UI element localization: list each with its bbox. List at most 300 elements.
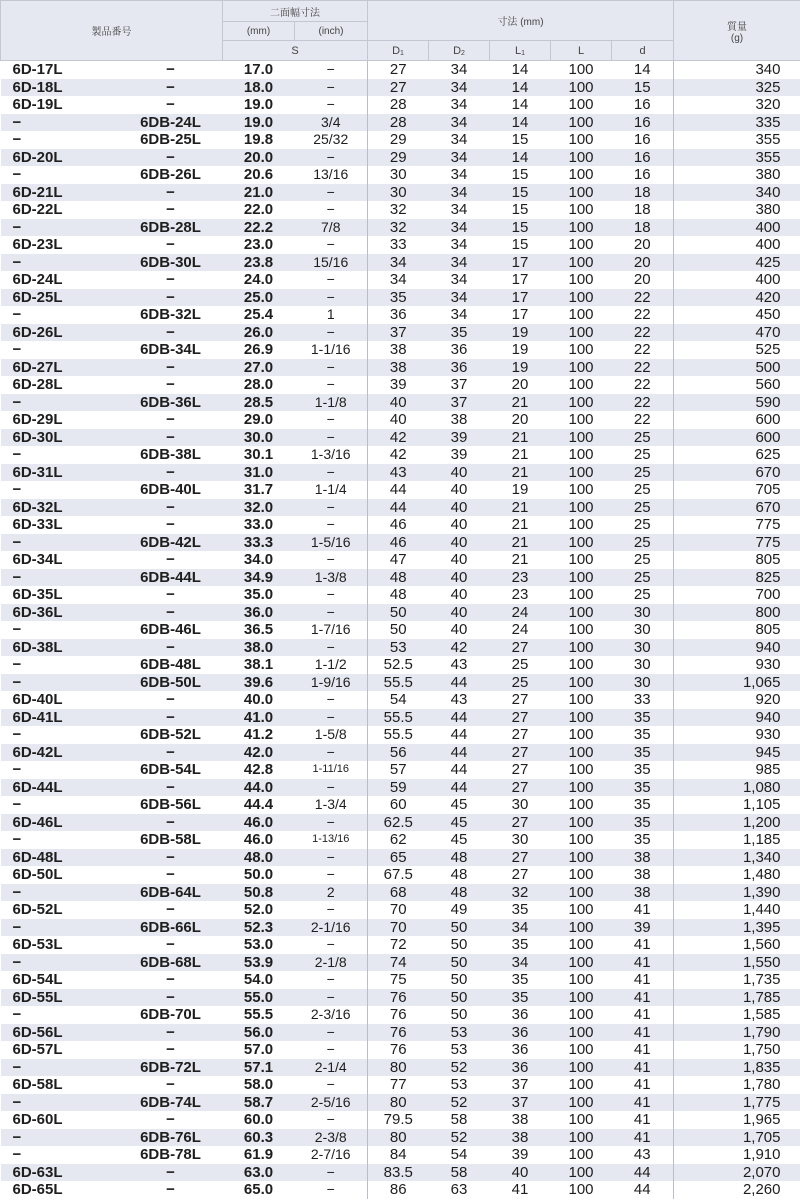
d2-value: 37 (429, 394, 490, 412)
l1-value: 21 (490, 534, 551, 552)
d1-value: 35 (368, 289, 429, 307)
d2-value: 44 (429, 709, 490, 727)
l1-value: 41 (511, 1181, 529, 1199)
product-code: 6D-63L (1, 1164, 119, 1182)
d2-value: 34 (450, 61, 468, 79)
product-code: − (1, 219, 119, 237)
alt-product-code: 6DB-64L (119, 884, 223, 902)
d2-label: D (453, 44, 462, 57)
d-value: 41 (612, 1094, 674, 1112)
table-row (1, 919, 800, 937)
d-value: 15 (612, 79, 674, 97)
table-row (1, 219, 800, 237)
l1-value: 35 (511, 901, 529, 919)
table-row (1, 499, 800, 517)
table-row (1, 1059, 800, 1077)
d2-value: 48 (429, 849, 490, 867)
size-mm: 50.0 (243, 866, 274, 884)
l1-value: 27 (490, 814, 551, 832)
l1-value: 21 (511, 551, 529, 569)
l-value: 100 (568, 866, 594, 884)
d2-value: 40 (429, 499, 490, 517)
d-value: 25 (633, 481, 651, 499)
l-value: 100 (551, 954, 612, 972)
product-code: − (1, 919, 119, 937)
size-mm: 30.1 (243, 446, 274, 464)
d1-value: 46 (368, 534, 429, 552)
l1-value: 38 (490, 1129, 551, 1147)
product-code: − (12, 831, 22, 849)
d2-header (429, 41, 490, 61)
l1-value: 15 (511, 131, 529, 149)
l-value: 100 (551, 709, 612, 727)
d2-value: 35 (429, 324, 490, 342)
l-value: 100 (551, 884, 612, 902)
size-mm: 32.0 (223, 499, 295, 517)
mass-value: 340 (674, 61, 800, 79)
d1-value: 44 (368, 481, 429, 499)
table-row (1, 884, 800, 902)
d2-value: 54 (450, 1146, 468, 1164)
d1-value: 53 (368, 639, 429, 657)
alt-product-code: 6DB-74L (119, 1094, 223, 1112)
d-value: 25 (612, 569, 674, 587)
size-mm: 23.8 (223, 254, 295, 272)
d1-value: 44 (368, 499, 429, 517)
product-code: − (12, 656, 22, 674)
d2-value: 40 (450, 586, 468, 604)
alt-product-code: 6DB-26L (140, 166, 201, 184)
alt-product-code: − (119, 359, 223, 377)
alt-product-code: − (166, 901, 175, 919)
table-row (1, 166, 800, 184)
size-inch: 1-1/16 (310, 341, 351, 358)
d1-value: 34 (368, 271, 429, 289)
d-value: 35 (633, 796, 651, 814)
d-value: 38 (612, 884, 674, 902)
d-value: 16 (633, 96, 651, 114)
l1-value: 35 (511, 936, 529, 954)
l-value: 100 (568, 411, 594, 429)
d1-value: 42 (368, 429, 429, 447)
d1-value: 70 (368, 901, 429, 919)
l-value: 100 (551, 429, 612, 447)
d1-value: 43 (368, 464, 429, 482)
d1-value: 72 (368, 936, 429, 954)
table-row (1, 1006, 800, 1024)
d2-value: 52 (429, 1059, 490, 1077)
size-inch: − (295, 1164, 368, 1182)
alt-product-code: 6DB-30L (119, 254, 223, 272)
l-value: 100 (568, 166, 594, 184)
product-code: 6D-28L (12, 376, 63, 394)
l-value: 100 (551, 149, 612, 167)
alt-product-code: − (119, 989, 223, 1007)
mass-value: 670 (674, 499, 800, 517)
alt-product-code: 6DB-42L (119, 534, 223, 552)
l1-value: 36 (511, 1041, 529, 1059)
mass-value: 355 (674, 149, 800, 167)
size-inch: − (295, 79, 368, 97)
d2-value: 48 (429, 884, 490, 902)
d2-value: 37 (450, 376, 468, 394)
table-row (1, 744, 800, 762)
d1-value: 29 (368, 149, 429, 167)
size-inch: − (326, 1111, 335, 1128)
size-mm: 41.2 (243, 726, 274, 744)
l-value: 100 (568, 516, 594, 534)
mass-value: 1,065 (674, 674, 800, 692)
l1-value: 21 (490, 464, 551, 482)
size-mm: 26.9 (243, 341, 274, 359)
l1-value: 30 (511, 796, 529, 814)
l-value: 100 (568, 691, 594, 709)
product-code: − (1, 394, 119, 412)
d1-value: 62 (368, 831, 429, 849)
mass-value: 335 (674, 114, 800, 132)
size-inch: − (326, 936, 335, 953)
alt-product-code: − (119, 639, 223, 657)
alt-product-code: 6DB-48L (140, 656, 201, 674)
l-value: 100 (551, 919, 612, 937)
l-value: 100 (551, 1024, 612, 1042)
l1-header (490, 41, 551, 61)
l-value: 100 (551, 499, 612, 517)
size-inch: − (326, 201, 335, 218)
table-row (1, 271, 800, 289)
size-mm: 17.0 (243, 61, 274, 79)
l1-value: 15 (490, 219, 551, 237)
mass-value: 1,910 (674, 1146, 800, 1164)
d-value: 43 (633, 1146, 651, 1164)
alt-product-code: 6DB-40L (140, 481, 201, 499)
size-inch: − (326, 551, 335, 568)
d-value: 25 (633, 551, 651, 569)
product-code: 6D-32L (1, 499, 119, 517)
table-row (1, 289, 800, 307)
product-code: − (1, 569, 119, 587)
size-mm: 35.0 (243, 586, 274, 604)
l-value: 100 (568, 271, 594, 289)
l-value: 100 (568, 586, 594, 604)
l-value: 100 (568, 761, 594, 779)
mass-value: 560 (674, 376, 800, 394)
size-inch: 1-1/4 (314, 481, 347, 498)
alt-product-code: 6DB-68L (119, 954, 223, 972)
table-row (1, 726, 800, 744)
alt-product-code: 6DB-72L (119, 1059, 223, 1077)
mass-value: 1,790 (674, 1024, 800, 1042)
l1-value: 21 (511, 446, 529, 464)
table-row (1, 481, 800, 499)
l1-value: 15 (511, 236, 529, 254)
size-inch: 1-13/16 (312, 833, 350, 846)
d-value: 41 (612, 1129, 674, 1147)
d1-value: 48 (368, 569, 429, 587)
mass-value: 1,585 (674, 1006, 800, 1024)
size-mm: 46.0 (223, 814, 295, 832)
alt-product-code: − (166, 971, 175, 989)
d-value: 38 (633, 866, 651, 884)
table-row (1, 1146, 800, 1164)
table-row (1, 411, 800, 429)
table-row (1, 79, 800, 97)
l1-value: 19 (490, 324, 551, 342)
l-value: 100 (551, 289, 612, 307)
l1-value: 21 (490, 499, 551, 517)
mass-value: 825 (674, 569, 800, 587)
size-inch: 3/4 (295, 114, 368, 132)
inch-unit-header: (inch) (295, 22, 368, 41)
product-code: 6D-27L (1, 359, 119, 377)
product-code: 6D-23L (12, 236, 63, 254)
size-mm: 19.0 (243, 96, 274, 114)
l1-value: 14 (490, 149, 551, 167)
product-code: 6D-17L (12, 61, 63, 79)
l-header: L (551, 41, 612, 61)
d2-value: 34 (429, 289, 490, 307)
size-inch: − (326, 271, 335, 288)
product-code: 6D-52L (12, 901, 63, 919)
mass-value: 525 (674, 341, 800, 359)
d1-value: 77 (368, 1076, 429, 1094)
table-row (1, 184, 800, 202)
alt-product-code: − (166, 691, 175, 709)
size-inch: − (295, 639, 368, 657)
mass-value: 1,440 (674, 901, 800, 919)
l1-value: 24 (511, 621, 529, 639)
l-value: 100 (551, 254, 612, 272)
l1-value: 35 (490, 989, 551, 1007)
l1-value: 27 (490, 779, 551, 797)
d2-value: 34 (429, 114, 490, 132)
d-value: 44 (633, 1181, 651, 1199)
d-value: 16 (612, 114, 674, 132)
l1-value: 36 (490, 1024, 551, 1042)
d1-label: D (392, 44, 401, 57)
d-header: d (612, 41, 674, 61)
d2-value: 53 (450, 1041, 468, 1059)
alt-product-code: − (119, 849, 223, 867)
size-mm: 61.9 (243, 1146, 274, 1164)
l-value: 100 (551, 324, 612, 342)
l1-value: 14 (511, 61, 529, 79)
d2-value: 50 (450, 1006, 468, 1024)
d1-value: 27 (368, 79, 429, 97)
d1-value: 34 (368, 254, 429, 272)
d-value: 35 (633, 831, 651, 849)
l1-value: 36 (511, 1006, 529, 1024)
product-code: 6D-44L (1, 779, 119, 797)
d-value: 41 (633, 1111, 651, 1129)
table-row (1, 604, 800, 622)
table-row (1, 324, 800, 342)
d-value: 35 (633, 726, 651, 744)
alt-product-code: − (166, 411, 175, 429)
table-row (1, 674, 800, 692)
l1-value: 30 (511, 831, 529, 849)
size-mm: 57.1 (223, 1059, 295, 1077)
l1-value: 32 (490, 884, 551, 902)
d2-value: 40 (450, 516, 468, 534)
size-inch: − (326, 376, 335, 393)
l-value: 100 (551, 464, 612, 482)
l-value: 100 (568, 621, 594, 639)
l1-value: 27 (490, 709, 551, 727)
d-value: 25 (612, 534, 674, 552)
d-value: 39 (612, 919, 674, 937)
l-value: 100 (551, 779, 612, 797)
l1-value: 23 (511, 586, 529, 604)
size-inch: − (295, 359, 368, 377)
size-inch: − (326, 411, 335, 428)
table-row (1, 901, 800, 919)
alt-product-code: − (166, 96, 175, 114)
alt-product-code: − (119, 289, 223, 307)
l-value: 100 (551, 219, 612, 237)
size-inch: − (326, 971, 335, 988)
alt-product-code: − (166, 1181, 175, 1199)
size-mm: 36.0 (223, 604, 295, 622)
l-value: 100 (568, 971, 594, 989)
product-code: 6D-21L (1, 184, 119, 202)
d1-value: 39 (368, 376, 429, 394)
d2-value: 34 (450, 236, 468, 254)
d2-value: 44 (429, 674, 490, 692)
mass-value: 985 (674, 761, 800, 779)
mass-value: 625 (674, 446, 800, 464)
product-code: 6D-50L (12, 866, 63, 884)
d2-value: 40 (429, 534, 490, 552)
d-value: 35 (612, 744, 674, 762)
d1-value: 33 (368, 236, 429, 254)
size-mm: 26.0 (223, 324, 295, 342)
d1-value: 38 (368, 341, 429, 359)
mass-value: 805 (674, 551, 800, 569)
d-value: 20 (612, 254, 674, 272)
mass-value: 1,390 (674, 884, 800, 902)
table-row (1, 534, 800, 552)
d2-value: 40 (429, 604, 490, 622)
l1-value: 35 (511, 971, 529, 989)
d2-value: 36 (450, 341, 468, 359)
d2-value: 40 (429, 464, 490, 482)
table-row (1, 989, 800, 1007)
size-mm: 20.6 (243, 166, 274, 184)
size-inch: − (295, 779, 368, 797)
size-inch: 1-7/16 (310, 621, 351, 638)
l-value: 100 (568, 936, 594, 954)
alt-product-code: − (119, 1024, 223, 1042)
alt-product-code: − (119, 779, 223, 797)
d1-value: 80 (368, 1094, 429, 1112)
d1-value: 46 (368, 516, 429, 534)
size-inch: − (295, 814, 368, 832)
size-inch: − (326, 691, 335, 708)
d-value: 35 (612, 779, 674, 797)
l1-value: 27 (490, 639, 551, 657)
d1-value: 40 (368, 394, 429, 412)
l-value: 100 (551, 1059, 612, 1077)
d1-value: 60 (368, 796, 429, 814)
l-value: 100 (568, 726, 594, 744)
l-value: 100 (551, 394, 612, 412)
d2-value: 34 (429, 219, 490, 237)
l1-value: 39 (511, 1146, 529, 1164)
alt-product-code: − (119, 429, 223, 447)
d2-value: 44 (429, 779, 490, 797)
l1-label: L (514, 44, 522, 57)
mass-value: 700 (674, 586, 800, 604)
l1-value: 23 (490, 569, 551, 587)
d-value: 41 (633, 901, 651, 919)
d-value: 25 (633, 516, 651, 534)
l1-value: 17 (490, 254, 551, 272)
size-mm: 56.0 (223, 1024, 295, 1042)
size-inch: − (295, 289, 368, 307)
l-value: 100 (551, 674, 612, 692)
product-code: 6D-25L (1, 289, 119, 307)
table-row (1, 761, 800, 779)
size-mm: 65.0 (243, 1181, 274, 1199)
d2-value: 50 (429, 919, 490, 937)
size-mm: 31.0 (223, 464, 295, 482)
d-value: 41 (612, 1024, 674, 1042)
alt-product-code: − (119, 709, 223, 727)
d2-value: 49 (450, 901, 468, 919)
d1-value: 76 (368, 989, 429, 1007)
d2-value: 43 (450, 656, 468, 674)
l1-value: 14 (511, 96, 529, 114)
d1-value: 50 (368, 604, 429, 622)
table-row (1, 464, 800, 482)
d2-value: 40 (450, 621, 468, 639)
size-inch: − (295, 464, 368, 482)
alt-product-code: − (166, 936, 175, 954)
product-code: 6D-33L (12, 516, 63, 534)
l1-value: 36 (490, 1059, 551, 1077)
mass-value: 600 (674, 429, 800, 447)
d-value: 22 (612, 394, 674, 412)
alt-product-code: 6DB-52L (140, 726, 201, 744)
d2-value: 42 (429, 639, 490, 657)
size-mm: 57.0 (243, 1041, 274, 1059)
d-value: 20 (633, 271, 651, 289)
l-value: 100 (551, 359, 612, 377)
mass-value: 325 (674, 79, 800, 97)
d-value: 35 (612, 709, 674, 727)
d1-value: 30 (368, 184, 429, 202)
d2-value: 40 (450, 481, 468, 499)
d1-sub: 1 (400, 49, 404, 57)
d-value: 41 (633, 1076, 651, 1094)
size-mm: 23.0 (243, 236, 274, 254)
product-code: − (12, 1146, 22, 1164)
d2-value: 53 (450, 1076, 468, 1094)
alt-product-code: 6DB-50L (119, 674, 223, 692)
alt-product-code: 6DB-58L (140, 831, 201, 849)
l1-value: 19 (511, 481, 529, 499)
mass-value: 400 (674, 219, 800, 237)
size-mm: 52.3 (223, 919, 295, 937)
d1-value: 55.5 (368, 726, 429, 744)
size-mm: 34.9 (223, 569, 295, 587)
across-flats-header: 二面幅寸法 (223, 1, 368, 22)
l-value: 100 (568, 1041, 594, 1059)
product-code: 6D-29L (12, 411, 63, 429)
l-value: 100 (568, 551, 594, 569)
d1-value: 55.5 (368, 674, 429, 692)
